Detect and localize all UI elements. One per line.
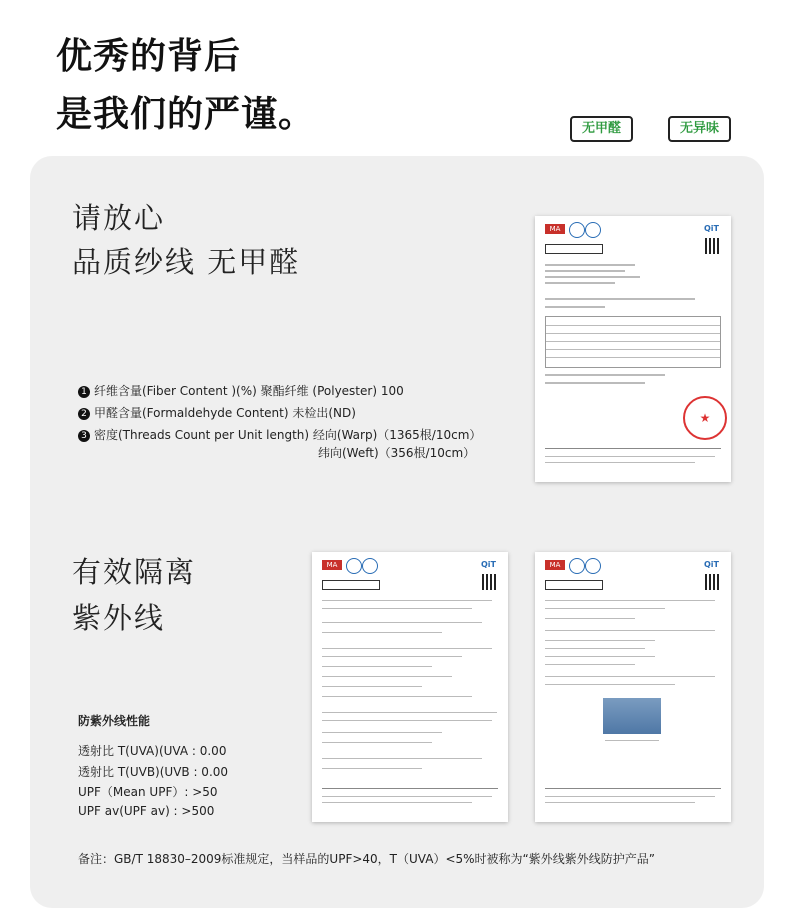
ilac-logo [569,558,585,574]
approval-stamp-icon: ★ [683,396,727,440]
ilac-logo [346,558,362,574]
text-line [322,712,497,713]
text-line [545,618,635,619]
number-badge: 1 [78,386,90,398]
badge-no-odor: 无异味 [668,116,731,142]
text-line [322,768,422,769]
footnote: 备注：GB/T 18830–2009标准规定，当样品的UPF>40，T（UVA）<5%时被称为“紫外线紫外线防护产品” [78,852,655,866]
text-line [322,686,422,687]
cma-logo: MA [322,560,342,570]
text-line [545,796,715,797]
test-report-document [535,552,731,822]
footer-rule [545,788,721,789]
text-line [322,648,492,649]
text-line [322,608,472,609]
text-line [545,664,635,665]
text-line [545,630,715,631]
spec-thread-density-weft: 纬向(Weft)（356根/10cm） [318,446,476,460]
test-report-document [312,552,508,822]
text-line [322,622,482,623]
section1-title-line-1: 请放心 [72,201,166,235]
section1-title-line-2: 品质纱线 无甲醛 [72,245,301,279]
text-line [322,732,442,733]
text-line [605,740,659,741]
text-line [322,720,492,721]
text-line [545,264,635,266]
spec-text: 甲醛含量(Formaldehyde Content) 未检出(ND) [94,406,356,420]
qr-code-icon [705,238,721,254]
table-row [546,325,720,326]
text-line [545,462,695,463]
text-line [322,600,492,601]
footer-rule [545,448,721,449]
text-line [322,742,432,743]
report-title-box [545,244,603,254]
text-line [545,382,645,384]
fabric-sample-photo [603,698,661,734]
text-line [322,758,482,759]
cnas-logo [362,558,378,574]
text-line [545,676,715,677]
uv-item: 透射比 T(UVB)(UVB : 0.00 [78,765,229,779]
text-line [545,270,625,272]
uv-performance-title: 防紫外线性能 [78,714,151,728]
table-row [546,357,720,358]
spec-fiber-content [78,382,404,399]
table-row [546,349,720,350]
text-line [545,306,605,308]
number-badge: 3 [78,430,90,442]
text-line [545,684,675,685]
cma-logo: MA [545,224,565,234]
text-line [545,374,665,376]
text-line [545,298,695,300]
qr-code-icon [482,574,498,590]
qit-logo: QiT [704,560,719,569]
test-report-document [535,216,731,482]
text-line [322,666,432,667]
section2-title-line-2: 紫外线 [72,601,166,635]
result-table [545,316,721,368]
qr-code-icon [705,574,721,590]
spec-text: 纤维含量(Fiber Content )(%) 聚酯纤维 (Polyester) 100 [94,384,404,398]
uv-item: UPF（Mean UPF）: >50 [78,785,218,799]
text-line [322,676,452,677]
headline-line-1: 优秀的背后 [56,36,242,77]
ilac-logo [569,222,585,238]
report-title-box [545,580,603,590]
text-line [322,802,472,803]
cma-logo: MA [545,560,565,570]
number-badge: 2 [78,408,90,420]
text-line [545,456,715,457]
uv-item: UPF av(UPF av) : >500 [78,804,215,818]
footer-rule [322,788,498,789]
text-line [545,282,615,284]
text-line [322,696,472,697]
spec-text: 密度(Threads Count per Unit length) 经向(Warp)（1365根/10cm） [94,428,482,442]
text-line [545,656,655,657]
text-line [545,608,665,609]
text-line [545,802,695,803]
qit-logo: QiT [481,560,496,569]
report-title-box [322,580,380,590]
text-line [322,656,462,657]
badge-no-formaldehyde: 无甲醛 [570,116,633,142]
text-line [545,600,715,601]
table-row [546,341,720,342]
text-line [545,648,645,649]
headline-line-2: 是我们的严谨。 [56,94,316,135]
spec-thread-density [78,426,481,443]
text-line [545,276,640,278]
spec-formaldehyde [78,404,356,421]
cnas-logo [585,222,601,238]
uv-item: 透射比 T(UVA)(UVA : 0.00 [78,744,227,758]
text-line [322,632,442,633]
cnas-logo [585,558,601,574]
text-line [322,796,492,797]
table-row [546,333,720,334]
qit-logo: QiT [704,224,719,233]
section2-title-line-1: 有效隔离 [72,555,197,589]
text-line [545,640,655,641]
